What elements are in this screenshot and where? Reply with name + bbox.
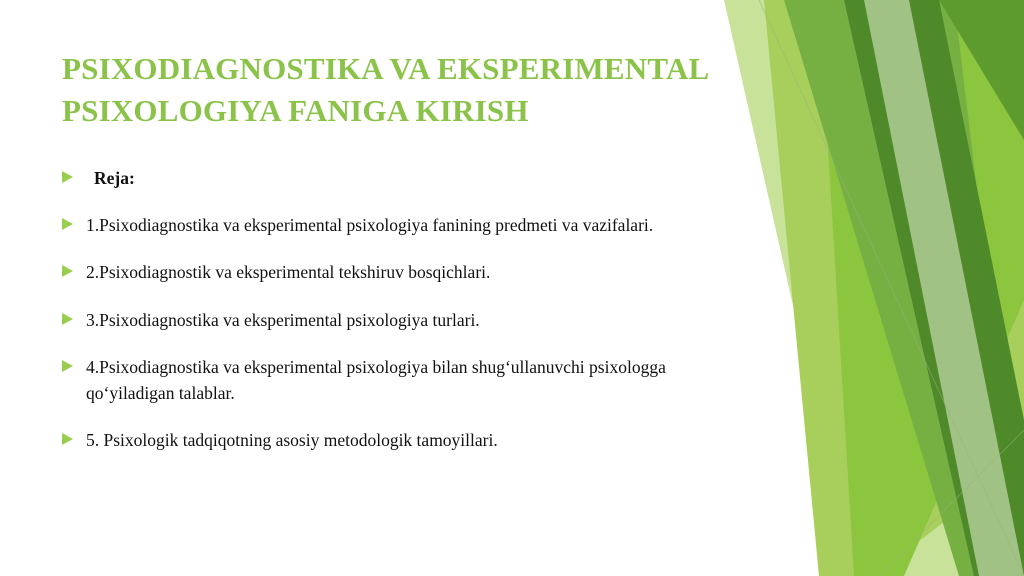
- triangle-right-icon: [62, 213, 86, 230]
- list-item-label: 4.Psixodiagnostika va eksperimental psixologiya bilan shug‘ullanuvchi psixologga qo‘yiladigan talablar.: [86, 357, 666, 403]
- list-item: [62, 308, 752, 333]
- list-item-label: Reja:: [94, 167, 135, 188]
- page-title: PSIXODIAGNOSTIKA VA EKSPERIMENTAL PSIXOLOGIYA FANIGA KIRISH: [62, 51, 708, 128]
- list-item: [62, 213, 752, 238]
- list-item-label: 1.Psixodiagnostika va eksperimental psixologiya fanining predmeti va vazifalari.: [86, 215, 654, 236]
- triangle-right-icon: [62, 428, 86, 445]
- list-item: [62, 428, 752, 453]
- green-angular-graphic: [724, 0, 1024, 576]
- list-item-label: 3.Psixodiagnostika va eksperimental psixologiya turlari.: [86, 309, 480, 330]
- bullet-list: [62, 166, 752, 454]
- triangle-right-icon: [62, 308, 86, 325]
- triangle-right-icon: [62, 166, 86, 183]
- triangle-right-icon: [62, 355, 86, 372]
- list-item: [62, 166, 752, 191]
- list-item: [62, 355, 752, 406]
- list-item: [62, 260, 752, 285]
- list-item-label: 5. Psixologik tadqiqotning asosiy metodologik tamoyillari.: [86, 429, 498, 450]
- slide-content: [62, 48, 752, 475]
- list-item-label: 2.Psixodiagnostik va eksperimental tekshiruv bosqichlari.: [86, 262, 491, 283]
- triangle-right-icon: [62, 260, 86, 277]
